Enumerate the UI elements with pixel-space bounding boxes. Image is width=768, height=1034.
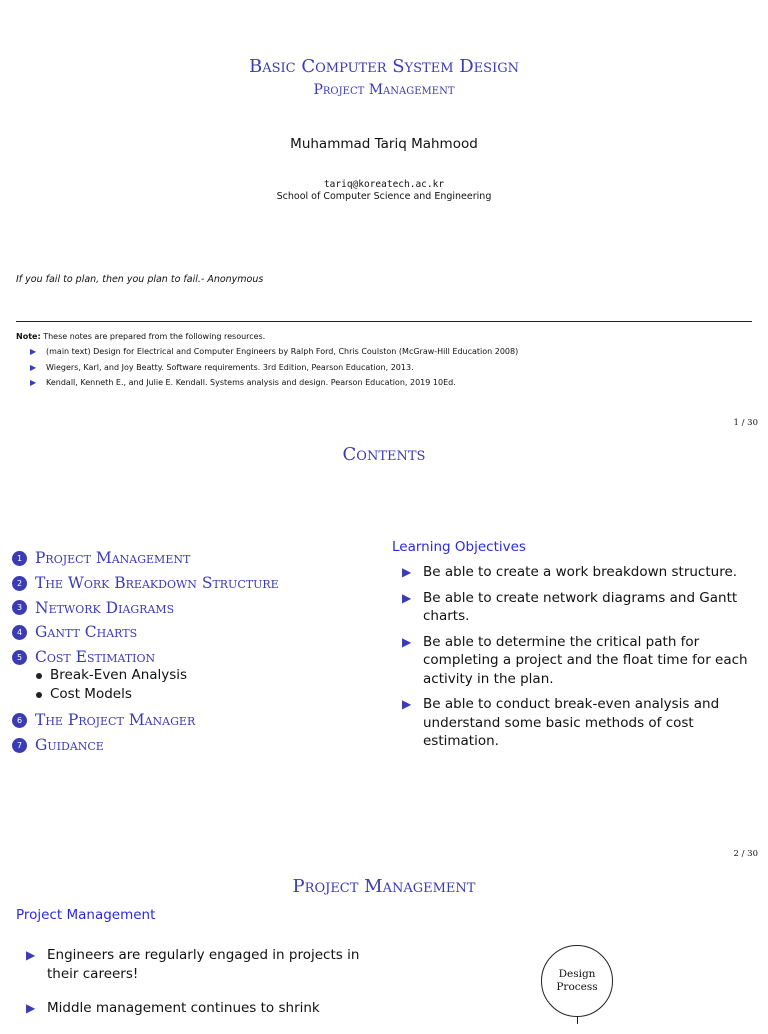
slide1-title: Basic Computer System Design [249,56,519,77]
objective-text: Be able to create network diagrams and Gantt charts. [423,589,738,624]
table-of-contents [12,546,279,758]
toc-item[interactable] [12,620,279,645]
note-text: These notes are prepared from the following resources. [43,332,266,341]
toc-label: Cost Estimation [35,648,156,667]
bullet-text: Engineers are regularly engaged in projects in their careers! [47,947,360,982]
toc-label: Network Diagrams [35,598,175,617]
author-email: tariq@koreatech.ac.kr [323,179,445,190]
triangle-bullet-icon: ▶ [30,347,37,356]
toc-subitem[interactable]: Break-Even Analysis [36,666,187,685]
design-process-node [541,945,613,1017]
triangle-bullet-icon: ▶ [402,590,412,605]
list-item [30,363,518,379]
toc-item[interactable] [12,596,279,621]
triangle-bullet-icon: ▶ [402,634,412,649]
learning-objectives-list [402,563,748,758]
reference-text: Wiegers, Karl, and Joy Beatty. Software requirements. 3rd Edition, Pearson Education, 2013. [46,362,414,372]
section-number-badge: 6 [12,713,27,728]
section-number-badge: 5 [12,650,27,665]
toc-item[interactable] [12,571,279,596]
list-item [26,946,386,983]
list-item [402,589,748,626]
author-name: Muhammad Tariq Mahmood [290,136,478,152]
triangle-bullet-icon: ▶ [26,1001,36,1015]
bullet-list [26,946,386,1034]
list-item [26,999,386,1018]
toc-sublist [36,666,187,704]
author-affiliation: School of Computer Science and Engineering [276,191,492,202]
toc-label: Gantt Charts [35,623,138,642]
page-number: 2 / 30 [733,849,758,859]
toc-subitem[interactable]: Cost Models [36,685,187,704]
triangle-bullet-icon: ▶ [30,362,37,372]
page-number: 1 / 30 [733,418,758,428]
reference-text: Kendall, Kenneth E., and Julie E. Kendall. Systems analysis and design. Pearson Education, 2019 10Ed. [46,378,456,387]
list-item [30,347,518,363]
node-label-line1: Design [558,968,596,980]
note-label: Note: [16,332,41,341]
section-number-badge: 7 [12,738,27,753]
block-heading: Project Management [16,907,156,923]
learning-objectives-heading: Learning Objectives [392,539,526,555]
list-item [402,695,748,751]
divider [16,321,752,322]
section-number-badge: 1 [12,551,27,566]
objective-text: Be able to create a work breakdown structure. [423,564,738,580]
slide1-subtitle: Project Management [313,82,455,98]
toc-item[interactable] [12,708,279,733]
reference-list [30,347,518,394]
slide3-title: Project Management [292,876,476,897]
triangle-bullet-icon: ▶ [26,948,36,962]
toc-label: Guidance [35,735,104,754]
toc-item[interactable] [12,546,279,571]
triangle-bullet-icon: ▶ [402,697,412,711]
note [16,332,265,341]
objective-text: Be able to determine the critical path for completing a project and the float time for each activity in the plan. [423,633,748,687]
toc-label: Project Management [35,549,191,567]
quote: If you fail to plan, then you plan to fail.- Anonymous [16,274,264,285]
connector-line [577,1016,578,1024]
bullet-text: Middle management continues to shrink [47,1000,320,1016]
toc-label: The Project Manager [35,710,196,729]
section-number-badge: 4 [12,625,27,640]
list-item [402,633,748,689]
node-label-line2: Process [556,981,598,993]
list-item [402,563,748,582]
triangle-bullet-icon: ▶ [402,565,412,579]
toc-label: The Work Breakdown Structure [35,573,279,592]
list-item [30,378,518,394]
contents-title: Contents [342,444,426,465]
toc-item[interactable] [12,733,279,758]
section-number-badge: 3 [12,600,27,615]
section-number-badge: 2 [12,576,27,591]
objective-text: Be able to conduct break-even analysis and understand some basic methods of cost estimation. [423,696,720,749]
reference-text: (main text) Design for Electrical and Computer Engineers by Ralph Ford, Chris Coulston (McGraw-Hill Education 2008) [46,347,519,356]
triangle-bullet-icon: ▶ [30,378,37,387]
